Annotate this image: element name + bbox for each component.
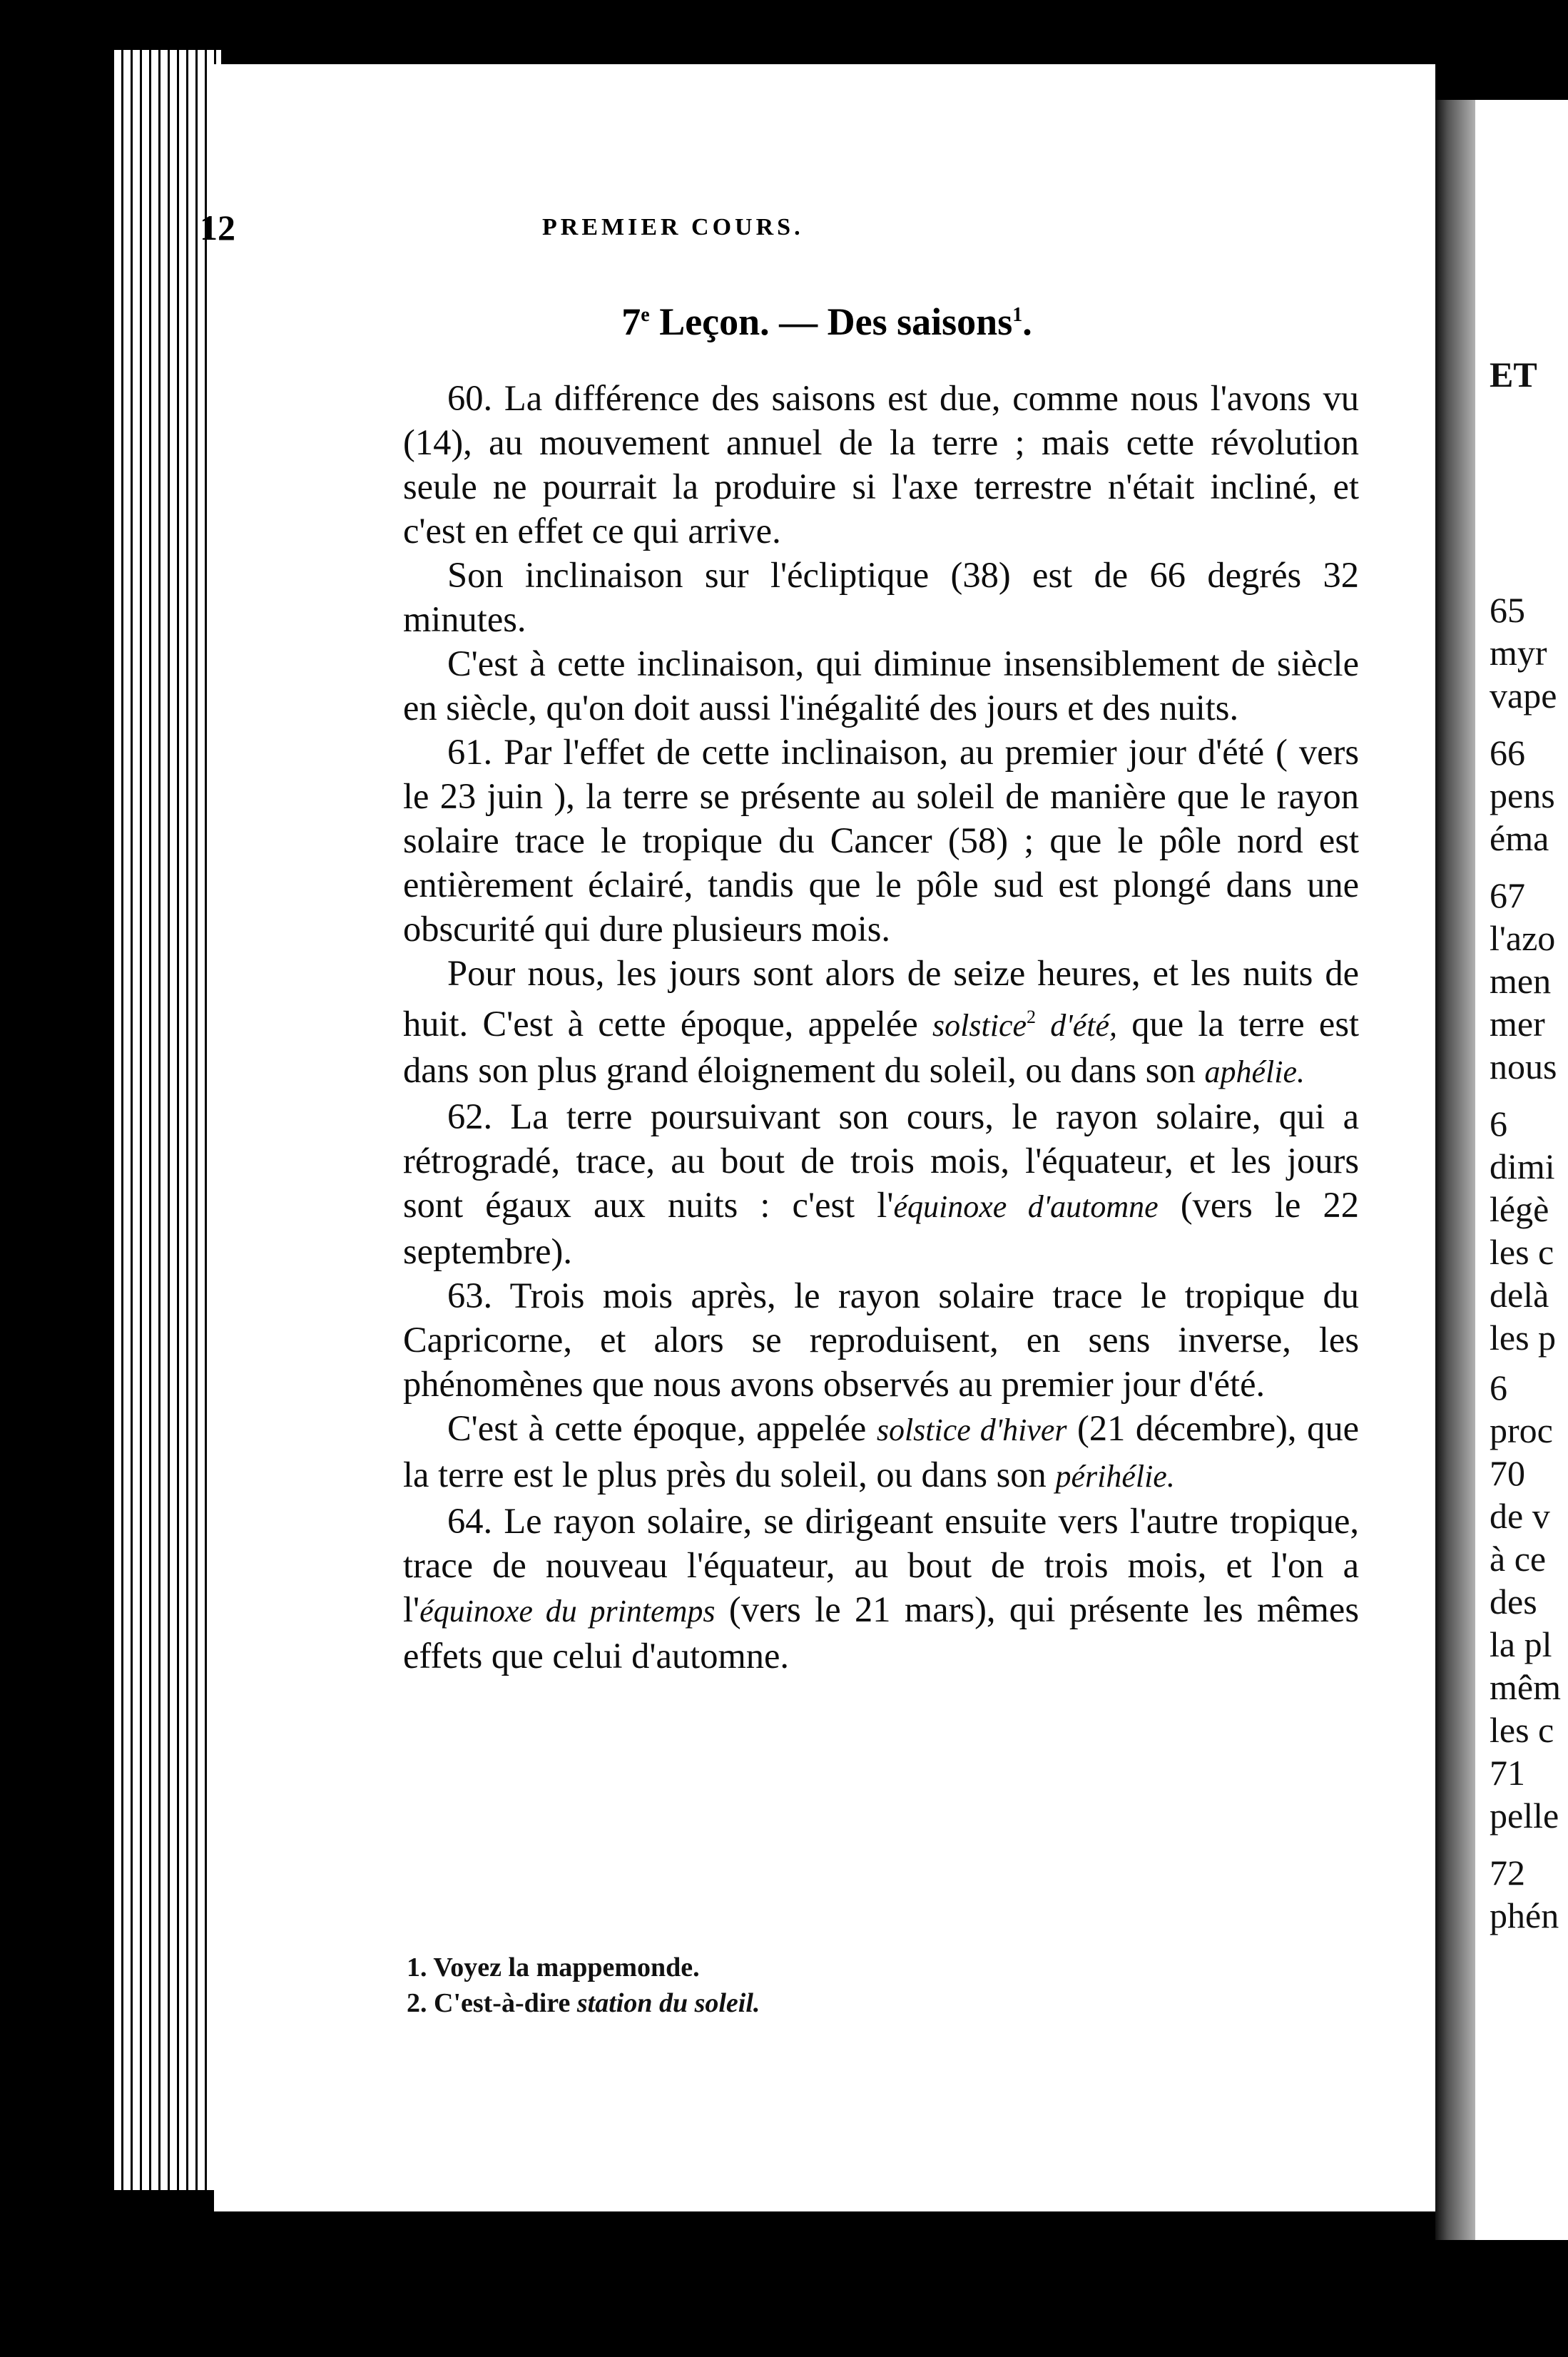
running-title: PREMIER COURS. [542,214,804,240]
facing-page-fragment: éma [1490,818,1549,858]
book-gutter [1435,100,1478,2240]
footnotes [407,1950,760,2021]
text-run: 62. La terre poursuivant son cours, le rayon solaire, qui a rétrogradé, trace, au bout de trois mois, l'équateur, et les jours sont égaux aux nuits : c'est l' [403,1096,1359,1225]
facing-page-fragment: pelle [1490,1796,1559,1836]
facing-page-fragment: mer [1490,1004,1545,1044]
facing-page-fragment: des [1490,1582,1537,1622]
italic-text: solstice d'hiver [876,1412,1067,1447]
lesson-heading [0,300,1568,344]
facing-page-fragment: dimi [1490,1146,1555,1186]
paragraph [403,1273,1359,1406]
facing-page-fragment: phén [1490,1895,1559,1935]
page-number: 12 [200,208,235,248]
facing-page-fragment: mêm [1490,1667,1561,1707]
text-run: 60. La différence des saisons est due, comme nous l'avons vu (14), au mouvement annuel de la terre ; mais cette révolution seule ne pourrait la produire si l'axe terrestre n'était incliné, et c'est en effet ce qui arrive. [403,378,1359,551]
facing-page-fragment: vape [1490,676,1557,716]
italic-text: périhélie. [1055,1458,1175,1494]
text-run: 61. Par l'effet de cette inclinaison, au premier jour d'été ( vers le 23 juin ), la terre se présente au soleil de manière que le rayon solaire trace le tropique du Cancer (58) ; que le pôle nord est entièrement éclairé, tandis que le pôle sud est plongé dans une obscurité qui dure plusieurs mois. [403,732,1359,949]
lesson-title: Leçon. — Des saisons [649,300,1013,343]
facing-page-fragment: pens [1490,775,1555,815]
italic-text: équinoxe du printemps [419,1593,716,1629]
text-run: C'est-à-dire [434,1988,577,2018]
facing-page-fragment: 66 [1490,733,1525,773]
facing-page-fragment: à ce [1490,1539,1547,1579]
footnote-number: 2. [407,1988,434,2018]
facing-page-fragment: 6 [1490,1368,1507,1407]
facing-page-fragment: légè [1490,1189,1549,1229]
facing-page-fragment: nous [1490,1047,1557,1086]
footnote-number: 1. [407,1953,434,1982]
facing-page-fragment: 71 [1490,1753,1525,1793]
facing-page-fragment: men [1490,961,1552,1001]
running-head [200,207,1341,250]
facing-page-fragment: 67 [1490,875,1525,915]
paragraph [403,553,1359,641]
facing-page-fragment: 72 [1490,1853,1525,1893]
facing-page-fragment: les p [1490,1318,1557,1358]
italic-text: station du soleil. [576,1988,760,2018]
text-run: (21 décembre), que la terre est le plus près du soleil, ou dans son [403,1407,1359,1495]
facing-page-fragment: proc [1490,1410,1553,1450]
footnote-ref: 1 [1012,304,1023,326]
paragraph [403,951,1359,1094]
facing-page [1475,100,1568,2240]
paragraph [403,1094,1359,1273]
text-run: Son inclinaison sur l'écliptique (38) est de 66 degrés 32 minutes. [403,555,1359,639]
italic-text: solstice [932,1007,1027,1043]
text-run: Pour nous, les jours sont alors de seize heures, et les nuits de huit. C'est à cette époque, appelée [403,953,1359,1044]
text-run: C'est à cette époque, appelée [447,1407,877,1448]
paragraph [403,376,1359,553]
paragraph [403,641,1359,730]
lesson-number-suffix: e [641,304,650,326]
footnote-ref: 2 [1027,1007,1037,1027]
facing-page-fragment: delà [1490,1275,1549,1315]
text-run: 63. Trois mois après, le rayon solaire trace le tropique du Capricorne, et alors se reproduisent, en sens inverse, les phénomènes que nous avons observés au premier jour d'été. [403,1275,1359,1404]
text-run: (vers le 21 mars), qui présente les mêmes effets que celui d'automne. [403,1589,1359,1676]
italic-text: équinoxe d'automne [893,1188,1159,1224]
facing-page-fragment: ET [1490,355,1537,394]
body-text [403,376,1359,1678]
facing-page-fragment: les c [1490,1710,1554,1750]
text-run [1036,1004,1050,1044]
text-run: C'est à cette inclinaison, qui diminue insensiblement de siècle en siècle, qu'on doit aussi l'inégalité des jours et des nuits. [403,643,1359,728]
lesson-number: 7 [621,300,641,343]
facing-page-fragment: 65 [1490,590,1525,630]
facing-page-fragment: l'azo [1490,918,1556,958]
text-run: que la terre est dans son plus grand éloignement du soleil, ou dans son [403,1003,1359,1090]
italic-text: aphélie. [1204,1054,1305,1089]
page-edges [114,50,221,2190]
facing-page-fragment: de v [1490,1496,1550,1536]
footnote [407,1950,760,1985]
paragraph [403,730,1359,951]
italic-text: d'été, [1050,1007,1117,1043]
facing-page-fragment: myr [1490,633,1547,673]
text-run: Voyez la mappemonde. [433,1953,700,1982]
footnote [407,1985,760,2021]
text-run: (vers le 22 septembre). [403,1184,1359,1271]
facing-page-fragment: 6 [1490,1104,1507,1144]
paragraph [403,1406,1359,1499]
text-run: 64. Le rayon solaire, se dirigeant ensuite vers l'autre tropique, trace de nouveau l'équateur, au bout de trois mois, et l'on a l' [403,1500,1359,1629]
facing-page-fragment: la pl [1490,1624,1552,1664]
facing-page-fragment: 70 [1490,1453,1525,1493]
facing-page-fragment: les c [1490,1232,1554,1272]
lesson-title-end: . [1022,300,1032,343]
paragraph [403,1499,1359,1678]
